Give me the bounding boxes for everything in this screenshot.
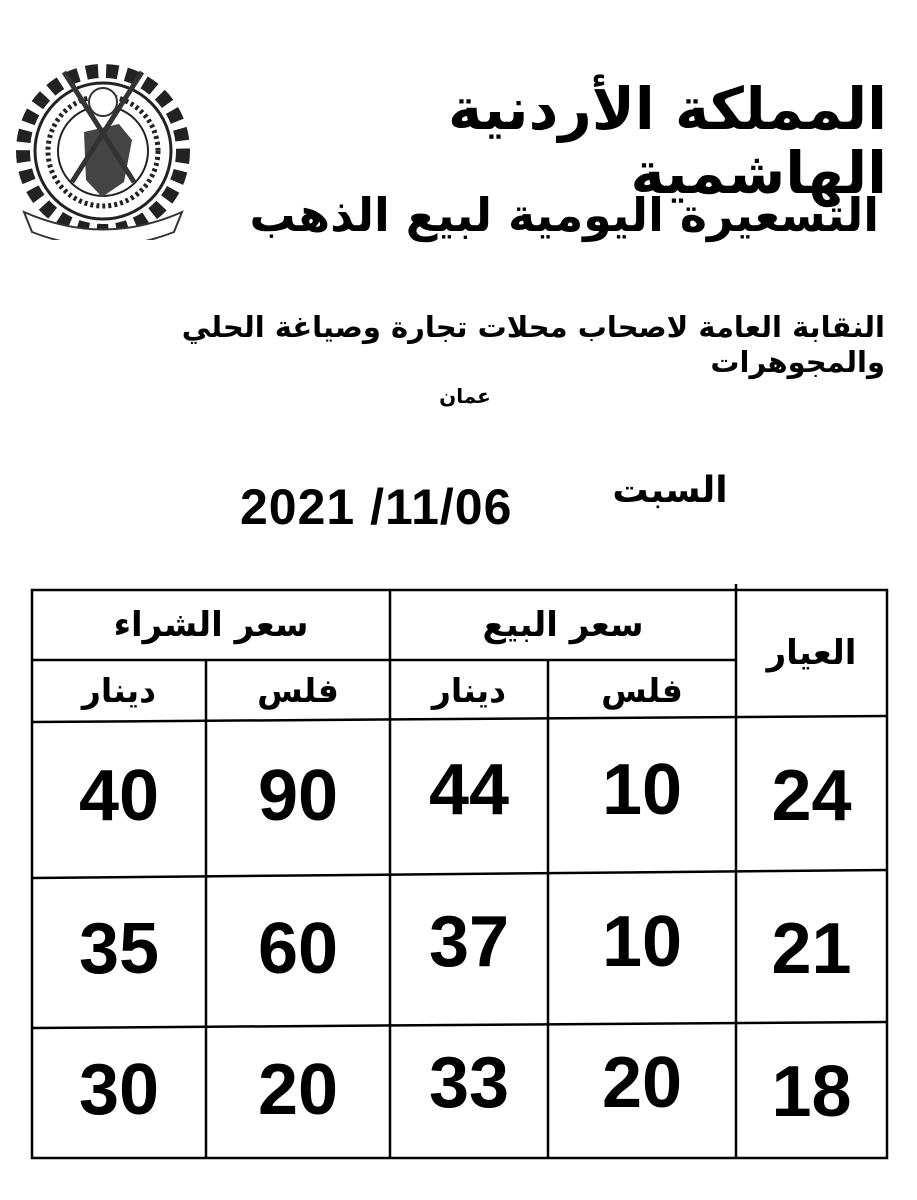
- date-value: 2021 /11/06: [240, 479, 513, 535]
- sell-dinar-21: 37: [428, 902, 510, 982]
- union-logo: [14, 62, 192, 240]
- city-name: عمان: [439, 384, 491, 408]
- buy-fils-18: 20: [257, 1050, 339, 1130]
- buy-fils-21: 60: [257, 909, 339, 989]
- karat-24-value: 24: [771, 756, 852, 836]
- sell-dinar-24: 44: [428, 750, 510, 830]
- sell-fils-18: 20: [601, 1043, 683, 1123]
- karat-header: العيار: [766, 633, 857, 673]
- sell-dinar-18: 33: [428, 1043, 510, 1123]
- buy-dinar-header: دينار: [81, 670, 157, 710]
- buy-price-header: سعر الشراء: [113, 605, 309, 645]
- karat-18-value: 18: [771, 1052, 852, 1132]
- buy-fils-header: فلس: [257, 670, 339, 710]
- buy-fils-24: 90: [257, 756, 339, 836]
- sell-fils-21: 10: [601, 902, 683, 982]
- price-table: [30, 576, 890, 1162]
- page-title: المملكة الأردنية الهاشمية: [447, 75, 887, 207]
- sell-fils-header: فلس: [601, 670, 683, 710]
- buy-dinar-18: 30: [78, 1050, 160, 1130]
- buy-dinar-24: 40: [78, 756, 160, 836]
- gear-emblem-icon: [14, 62, 192, 240]
- karat-21-value: 21: [771, 909, 852, 989]
- page-subtitle: التسعيرة اليومية لبيع الذهب: [249, 188, 879, 242]
- sell-dinar-header: دينار: [431, 670, 507, 710]
- sell-price-header: سعر البيع: [482, 605, 644, 645]
- day-name: السبت: [612, 470, 728, 511]
- sell-fils-24: 10: [601, 750, 683, 830]
- union-name: النقابة العامة لاصحاب محلات تجارة وصياغة الحلي والمجوهرات: [181, 310, 885, 379]
- buy-dinar-21: 35: [78, 909, 160, 989]
